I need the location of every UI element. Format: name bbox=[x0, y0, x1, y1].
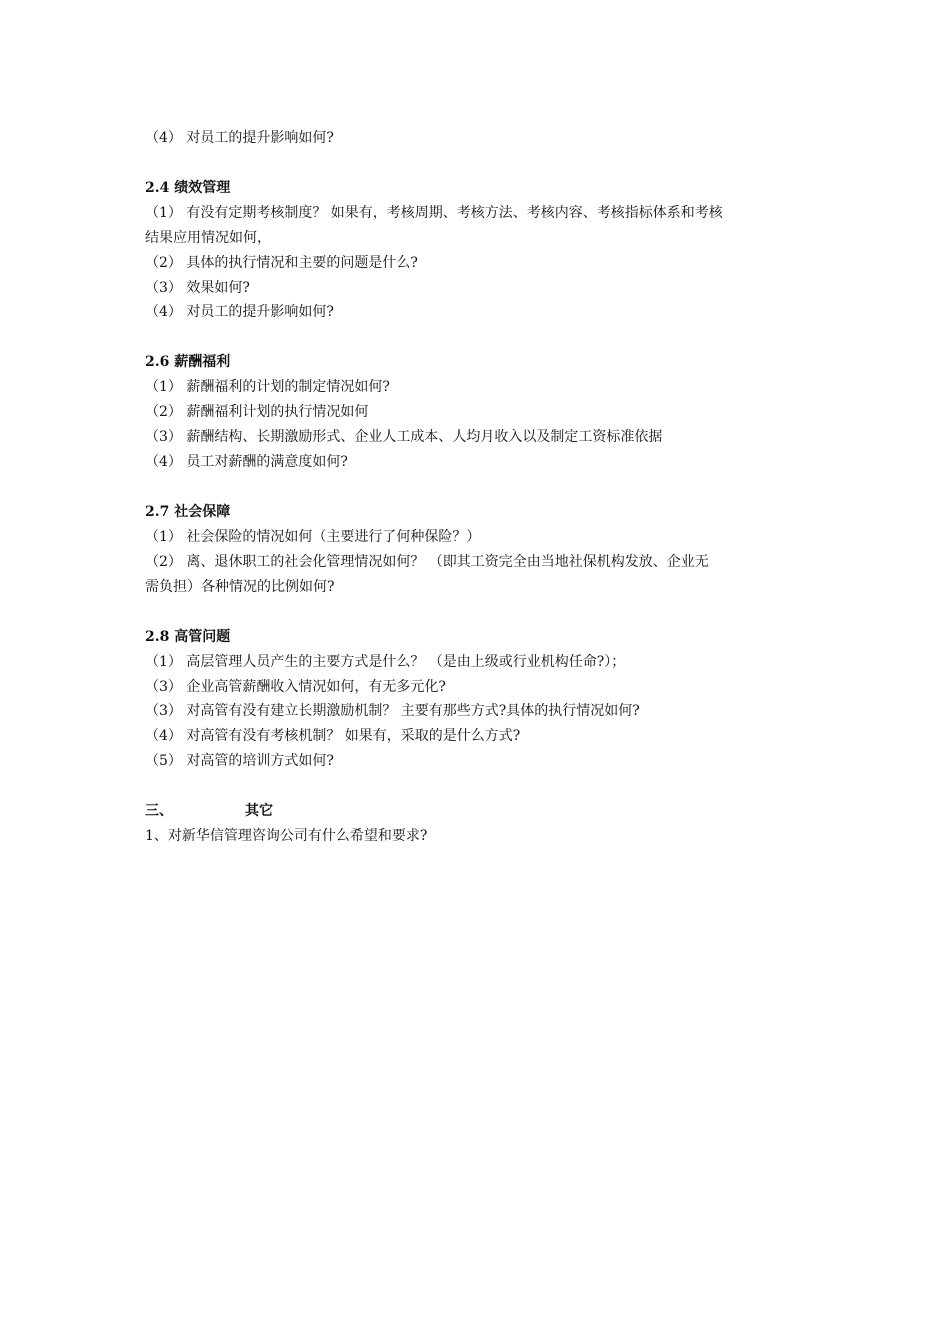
list-item: （5） 对高管的培训方式如何? bbox=[145, 753, 334, 769]
section-heading-2-6: 2.6 薪酬福利 bbox=[145, 354, 231, 370]
part-three-title: 其它 bbox=[245, 803, 273, 819]
list-item: （1） 高层管理人员产生的主要方式是什么？ （是由上级或行业机构任命?）； bbox=[145, 654, 626, 670]
part-three-number: 三、 bbox=[145, 803, 173, 819]
list-item: （2） 薪酬福利计划的执行情况如何 bbox=[145, 404, 369, 420]
section-heading-2-7: 2.7 社会保障 bbox=[145, 504, 231, 520]
list-item: （3） 对高管有没有建立长期激励机制？ 主要有那些方式?具体的执行情况如何? bbox=[145, 703, 640, 719]
list-item: （1） 社会保险的情况如何（主要进行了何种保险？） bbox=[145, 529, 481, 545]
list-item: （3） 企业高管薪酬收入情况如何，有无多元化? bbox=[145, 679, 446, 695]
section-heading-2-4: 2.4 绩效管理 bbox=[145, 180, 231, 196]
list-item: （1） 薪酬福利的计划的制定情况如何? bbox=[145, 379, 390, 395]
list-item: （2） 具体的执行情况和主要的问题是什么? bbox=[145, 255, 418, 271]
list-item: （2） 离、退休职工的社会化管理情况如何？ （即其工资完全由当地社保机构发放、企业无 bbox=[145, 554, 709, 570]
intro-item: （4） 对员工的提升影响如何? bbox=[145, 130, 334, 146]
list-item: 需负担）各种情况的比例如何? bbox=[145, 579, 335, 595]
list-item: （4） 员工对薪酬的满意度如何? bbox=[145, 454, 348, 470]
list-item: （4） 对员工的提升影响如何? bbox=[145, 304, 334, 320]
part-three-heading bbox=[145, 801, 815, 821]
list-item: （4） 对高管有没有考核机制？ 如果有，采取的是什么方式? bbox=[145, 728, 521, 744]
list-item: 结果应用情况如何， bbox=[145, 230, 271, 246]
section-heading-2-8: 2.8 高管问题 bbox=[145, 629, 231, 645]
list-item: 1、对新华信管理咨询公司有什么希望和要求? bbox=[145, 828, 428, 844]
list-item: （1） 有没有定期考核制度？ 如果有，考核周期、考核方法、考核内容、考核指标体系和考核 bbox=[145, 205, 723, 221]
list-item: （3） 薪酬结构、长期激励形式、企业人工成本、人均月收入以及制定工资标准依据 bbox=[145, 429, 663, 445]
list-item: （3） 效果如何? bbox=[145, 280, 250, 296]
